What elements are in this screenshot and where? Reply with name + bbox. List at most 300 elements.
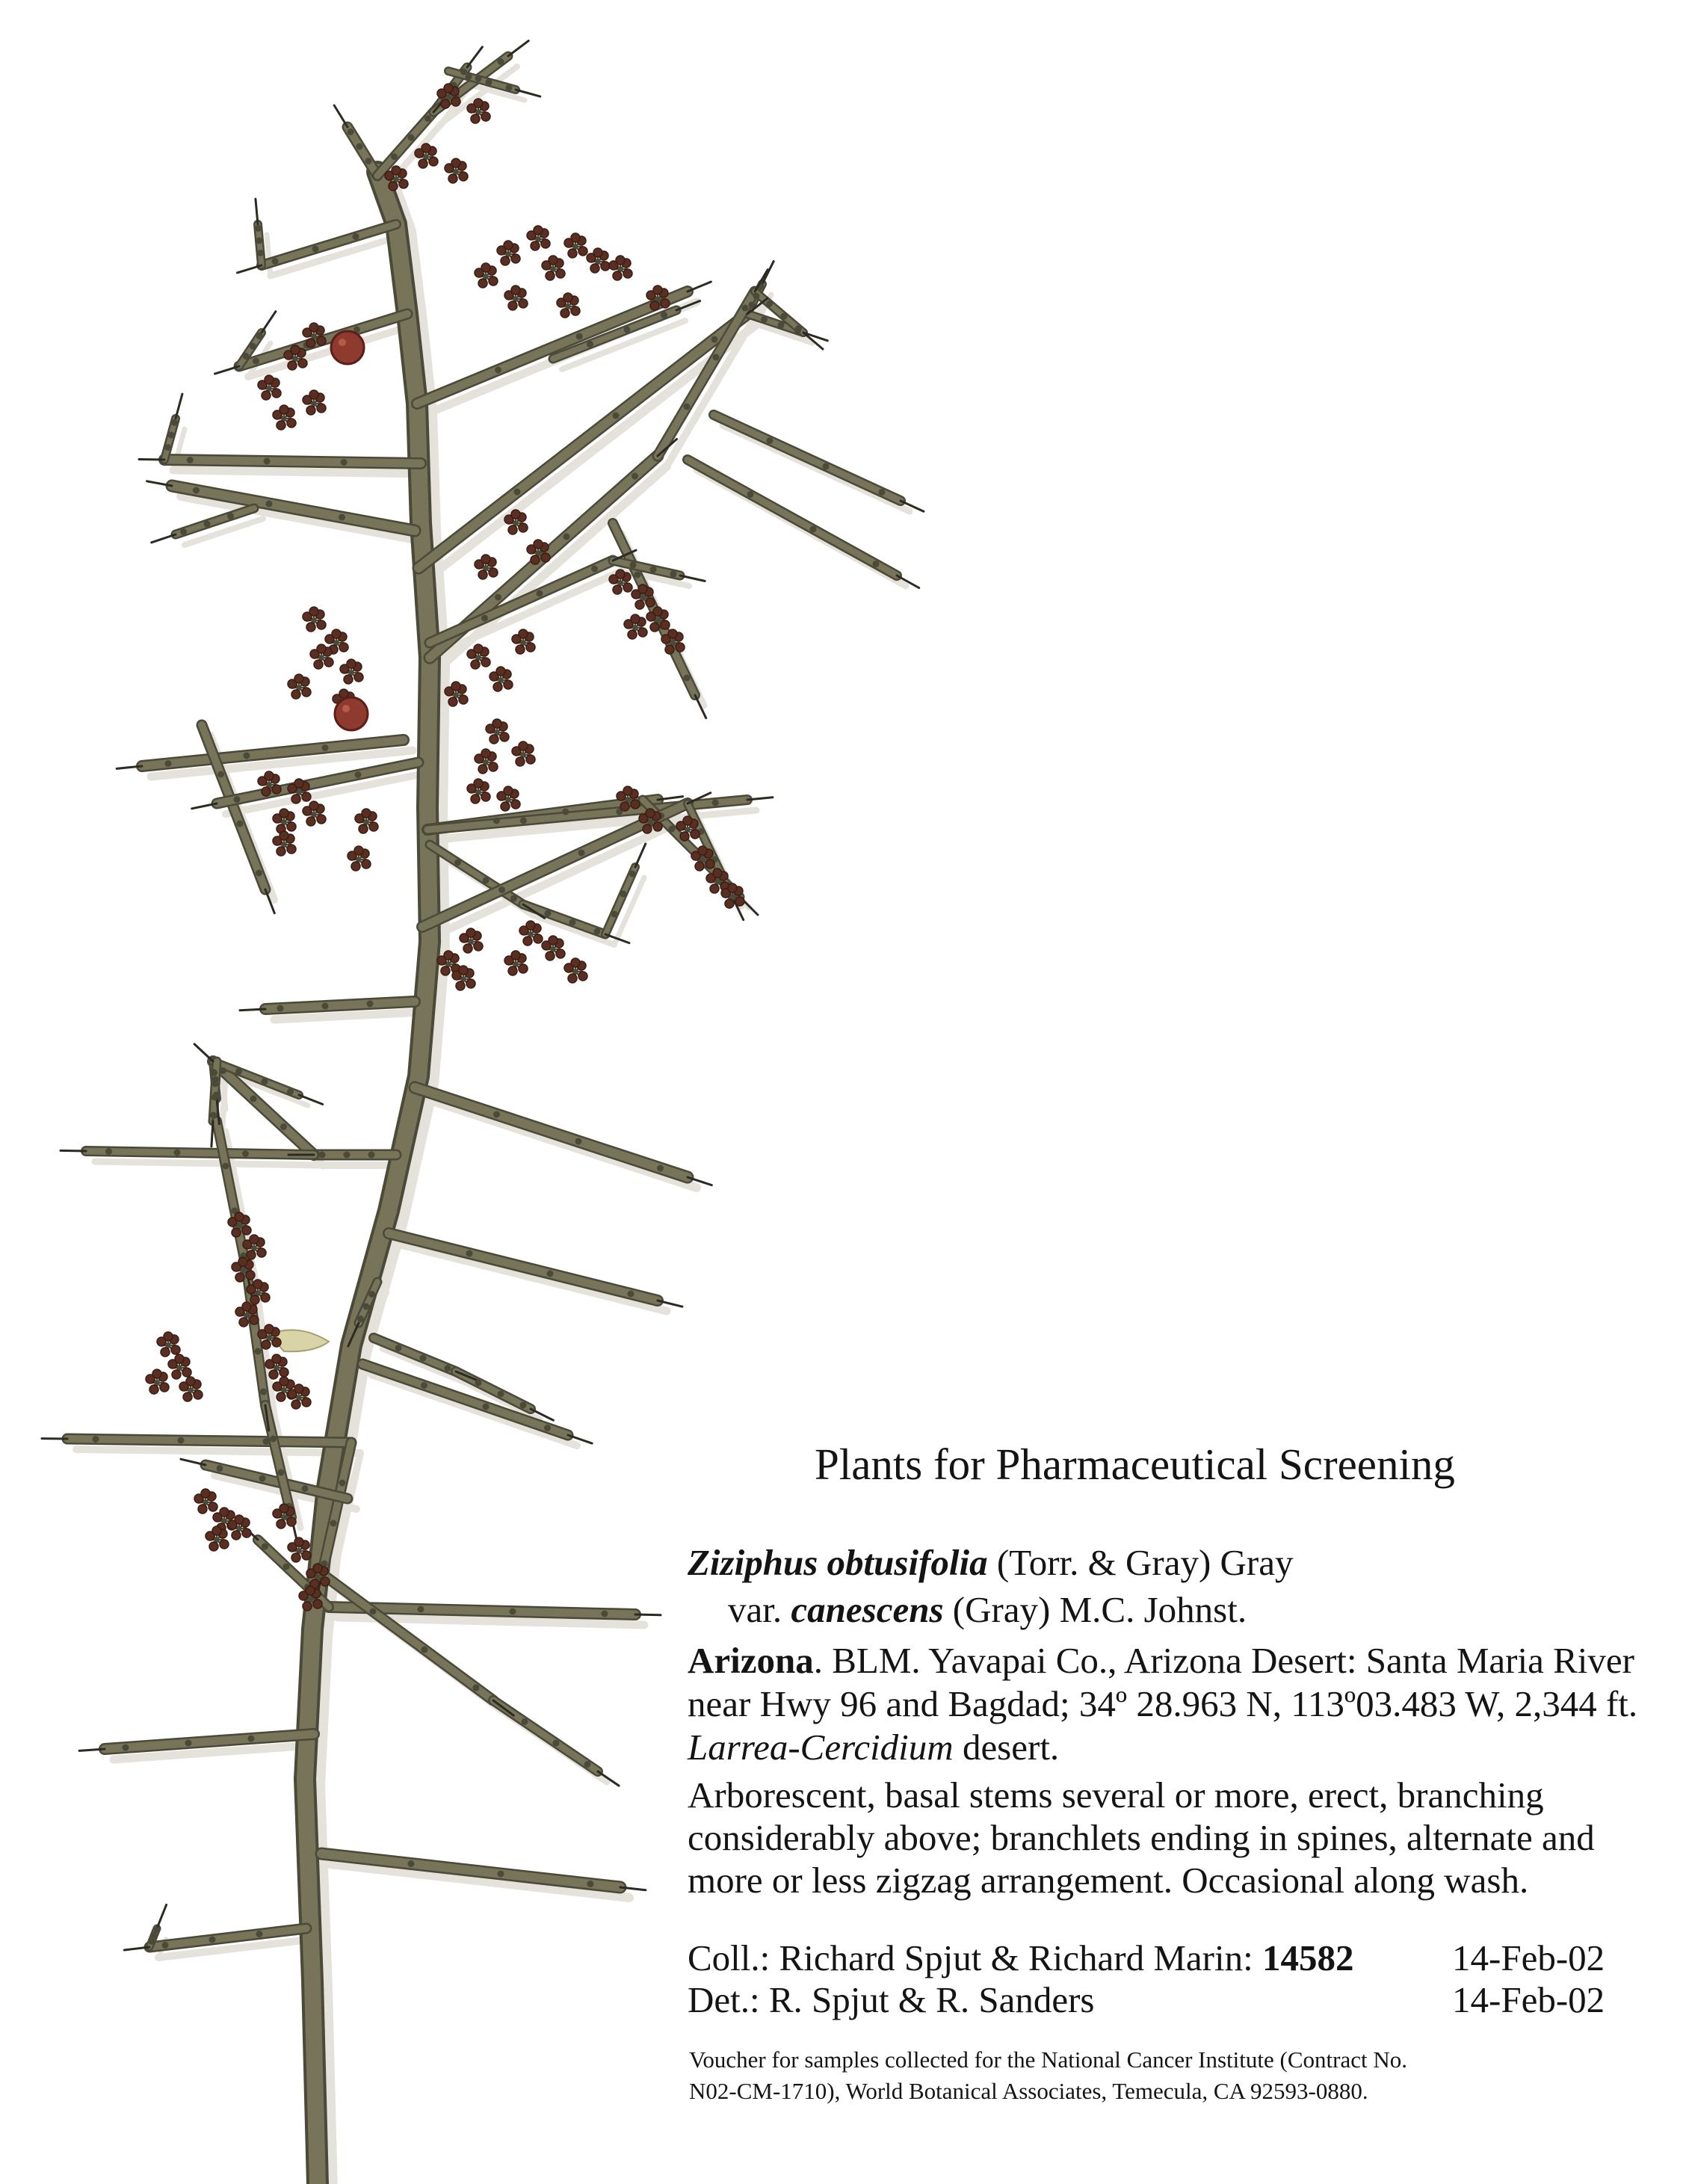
flower-bud: [646, 598, 655, 607]
flower-bud: [261, 1293, 270, 1302]
flower-cluster: [303, 390, 326, 415]
spine-tip: [516, 90, 540, 96]
branch-node: [481, 615, 488, 622]
flower-bud: [239, 1318, 248, 1327]
determiner-label: Det.: R. Spjut & R. Sanders: [688, 1979, 1095, 2020]
spine-tip: [152, 534, 176, 543]
branch-node: [204, 521, 211, 528]
flower-bud: [601, 262, 610, 271]
branch-node: [250, 1096, 257, 1102]
branch-node: [475, 1380, 482, 1386]
branch-node: [553, 1740, 560, 1747]
flower-bud: [291, 690, 300, 699]
branch-node: [262, 1079, 268, 1085]
flower-bud: [456, 981, 465, 990]
branch-node: [445, 1365, 451, 1372]
flower-bud: [306, 817, 315, 826]
flower-bud: [306, 406, 315, 415]
flower-cluster: [542, 936, 565, 960]
spine-tip: [211, 1121, 213, 1147]
branch-node: [767, 437, 773, 444]
flower-bud: [232, 1228, 241, 1237]
branch-node: [277, 1005, 284, 1012]
branch-node: [211, 1094, 218, 1101]
flower-bud: [451, 682, 460, 691]
flower-bud: [347, 659, 356, 668]
flower-bud: [653, 607, 662, 616]
branch-node: [356, 144, 363, 150]
branch-node: [486, 79, 492, 86]
branch-node: [454, 860, 461, 866]
branch: [389, 1233, 658, 1301]
branch-node: [211, 1070, 217, 1076]
description-line: Arborescent, basal stems several or more, erect, branching: [688, 1774, 1544, 1816]
flower-bud: [242, 1302, 251, 1311]
flower-bud: [448, 174, 457, 183]
flower-bud: [306, 1586, 315, 1595]
flower-bud: [680, 832, 689, 841]
flower-bud: [209, 1502, 217, 1511]
flower-bud: [362, 860, 371, 869]
flower-bud: [250, 1235, 259, 1244]
flower-bud: [478, 279, 487, 288]
flower-bud: [638, 584, 647, 593]
flower-bud: [623, 583, 632, 592]
flower-bud: [369, 822, 378, 831]
flower-bud: [298, 359, 307, 368]
branch-node: [368, 1152, 375, 1159]
branch-node: [244, 753, 250, 759]
flower-bud: [541, 553, 550, 562]
flower-bud: [556, 949, 565, 958]
branch-node: [278, 1469, 285, 1476]
branch-node: [253, 358, 259, 365]
flower-bud: [302, 1398, 311, 1407]
flower-bud: [277, 1392, 285, 1401]
flower-bud: [705, 860, 714, 869]
branch-node: [879, 489, 886, 496]
flower-bud: [171, 1345, 180, 1354]
flower-bud: [541, 239, 550, 248]
branch-node: [209, 1937, 216, 1943]
flower-bud: [399, 179, 408, 188]
branch-node: [591, 566, 598, 573]
branch-node: [123, 1745, 129, 1751]
flower-bud: [309, 801, 318, 810]
variety-authority: (Gray) M.C. Johnst.: [943, 1589, 1247, 1630]
flower-bud: [489, 568, 498, 577]
flower-bud: [471, 795, 480, 803]
flower-bud: [287, 1517, 296, 1526]
flower-bud: [546, 951, 555, 960]
branch-node: [520, 818, 527, 824]
spine-tip: [157, 1904, 167, 1928]
branch-node: [266, 501, 273, 508]
flower-bud: [500, 732, 509, 741]
flower-bud: [728, 883, 737, 892]
branch-node: [544, 1425, 551, 1431]
flower-bud: [291, 1553, 300, 1562]
flower-bud: [504, 786, 513, 795]
branch-node: [367, 1001, 374, 1008]
branch-node: [312, 246, 319, 253]
branch-node: [483, 877, 490, 884]
flower-bud: [306, 623, 315, 632]
branch-node: [287, 1088, 294, 1095]
branch-node: [248, 1736, 255, 1742]
habitat-genera: Larrea-Cercidium: [688, 1727, 954, 1768]
state-name: Arizona: [688, 1640, 814, 1681]
flower-bud: [563, 293, 572, 302]
flower-bud: [643, 824, 652, 833]
branch-shadow: [222, 1072, 226, 1132]
branch-node: [174, 1150, 181, 1156]
flower-bud: [650, 623, 659, 632]
flower-bud: [646, 809, 655, 818]
flower-bud: [481, 658, 490, 667]
flower-bud: [324, 658, 333, 667]
flower-bud: [616, 570, 625, 579]
flower-bud: [556, 269, 565, 278]
flower-cluster: [288, 674, 311, 699]
branch-node: [495, 594, 501, 601]
flower-bud: [220, 1508, 229, 1517]
flower-bud: [291, 1400, 300, 1409]
flower-bud: [481, 263, 490, 272]
branch-node: [391, 153, 398, 160]
spine-tip: [262, 312, 276, 333]
flower-bud: [504, 241, 513, 250]
branch-node: [657, 1165, 664, 1172]
flower-bud: [481, 792, 490, 801]
branch-node: [330, 1520, 337, 1527]
flower-cluster: [475, 749, 498, 774]
flower-bud: [309, 323, 318, 332]
flower-bud: [534, 226, 543, 235]
description-line: more or less zigzag arrangement. Occasional along wash.: [688, 1860, 1529, 1901]
branch-node: [713, 354, 720, 361]
branch-node: [620, 891, 627, 898]
branch-node: [624, 327, 631, 333]
flower-bud: [526, 921, 535, 930]
branch: [415, 1088, 688, 1177]
flower-bud: [317, 404, 326, 413]
voucher-note: [689, 2044, 1676, 2107]
flower-bud: [339, 643, 348, 652]
collector-label: Coll.: Richard Spjut & Richard Marin:: [688, 1937, 1262, 1978]
branch-node: [259, 1475, 266, 1482]
flower-bud: [492, 719, 501, 728]
branch-node: [506, 84, 513, 91]
flower-bud: [534, 934, 543, 943]
branch-node: [562, 809, 569, 815]
flower-bud: [235, 1212, 244, 1221]
flower-bud: [631, 800, 640, 809]
flower-bud: [511, 286, 520, 294]
branch-node: [712, 800, 719, 806]
flower-bud: [568, 974, 577, 983]
locality-block: [688, 1639, 1674, 1769]
flower-bud: [306, 339, 315, 348]
branch-node: [210, 1112, 217, 1119]
flower-bud: [235, 1515, 244, 1524]
branch-node: [781, 313, 788, 320]
flower-bud: [661, 299, 670, 308]
flower-bud: [590, 264, 599, 273]
flower-bud: [429, 157, 438, 166]
branch: [67, 1439, 351, 1443]
flower-cluster: [273, 809, 296, 833]
flower-bud: [519, 629, 528, 638]
branch-node: [171, 419, 178, 426]
branch-node: [355, 771, 362, 778]
flower-bud: [362, 809, 371, 818]
branch-node: [263, 1438, 270, 1445]
branch-node: [498, 886, 505, 893]
branch-node: [711, 336, 718, 343]
flower-bud: [631, 614, 640, 623]
flower-bud: [354, 673, 363, 682]
flower-bud: [713, 869, 722, 877]
description-block: [688, 1774, 1674, 1901]
flower-bud: [242, 1529, 251, 1537]
flower-bud: [653, 286, 662, 294]
branch-node: [217, 1465, 223, 1472]
flower-bud: [519, 741, 528, 750]
label-title: Plants for Pharmaceutical Screening: [815, 1440, 1455, 1489]
flower-bud: [303, 1602, 312, 1611]
flower-bud: [471, 660, 480, 669]
flower-bud: [546, 271, 555, 280]
branch-node: [250, 343, 256, 350]
flower-cluster: [475, 555, 498, 579]
flower-bud: [516, 757, 525, 766]
flower-cluster: [206, 1526, 229, 1551]
flower-bud: [471, 114, 480, 123]
branch-node: [255, 225, 262, 232]
branch-node: [178, 1437, 185, 1444]
flower-cluster: [258, 771, 281, 796]
branch-node: [322, 744, 329, 751]
flower-cluster: [168, 1354, 191, 1379]
flower-bud: [280, 1377, 288, 1386]
flower-bud: [519, 523, 528, 532]
branch-node: [584, 1761, 591, 1768]
branch-node: [168, 432, 175, 439]
branch-node: [629, 871, 636, 877]
flower-bud: [665, 645, 674, 654]
flower-bud: [164, 1332, 173, 1341]
flower-cluster: [258, 375, 281, 400]
branch-node: [493, 1111, 500, 1118]
flower-bud: [474, 99, 483, 108]
flower-bud: [392, 166, 401, 175]
variety-line: [728, 1588, 1247, 1631]
branch-node: [242, 1150, 249, 1157]
flower-bud: [262, 1340, 271, 1349]
branch-shadow: [95, 1162, 323, 1165]
flower-cluster: [519, 921, 543, 946]
flower-bud: [265, 375, 274, 384]
flower-bud: [549, 936, 558, 945]
branch-node: [475, 75, 482, 82]
flower-bud: [422, 144, 430, 152]
flower-bud: [182, 1368, 191, 1377]
spine-tip: [508, 41, 528, 56]
flower-cluster: [512, 629, 535, 654]
branch-node: [212, 1076, 219, 1083]
branch-node: [576, 333, 583, 340]
flower-bud: [441, 966, 450, 975]
branch-node: [348, 129, 354, 135]
flower-cluster: [564, 958, 587, 983]
flower-bud: [441, 99, 450, 108]
flower-bud: [332, 629, 341, 638]
branch-node: [670, 571, 677, 578]
branch-node: [632, 473, 638, 480]
branch-node: [408, 135, 415, 141]
branch-node: [220, 1067, 226, 1074]
branch-node: [280, 1123, 287, 1130]
flower-bud: [287, 822, 296, 831]
branch-node: [153, 1927, 160, 1934]
flower-bud: [313, 1564, 322, 1573]
branch-node: [344, 1152, 351, 1159]
description-line: considerably above; branchlets ending in spines, alternate and: [688, 1817, 1595, 1858]
species-name: Ziziphus obtusifolia: [688, 1542, 988, 1583]
flower-bud: [198, 1505, 207, 1514]
locality-line-1: [688, 1639, 1674, 1682]
flower-bud: [212, 1526, 221, 1535]
flower-cluster: [527, 226, 550, 250]
flower-bud: [571, 306, 580, 315]
branch-node: [193, 487, 200, 494]
branch-node: [420, 1355, 427, 1362]
branch-node: [319, 1152, 326, 1159]
branch-node: [537, 590, 543, 597]
flower-bud: [250, 1315, 259, 1324]
flower-bud: [519, 964, 528, 973]
branch-node: [611, 911, 618, 918]
variety-prefix: var.: [728, 1589, 791, 1630]
flower-bud: [568, 249, 577, 258]
flower-bud: [534, 540, 543, 549]
flower-bud: [232, 1531, 241, 1540]
flower-cluster: [467, 779, 490, 803]
branch-node: [766, 300, 773, 307]
flower-cluster: [486, 719, 509, 744]
branch-node: [185, 1740, 192, 1747]
spine-tip: [762, 262, 773, 284]
flower-bud: [691, 830, 700, 839]
flower-bud: [620, 802, 629, 811]
branch-shadow: [76, 1449, 360, 1453]
flower-bud: [172, 1370, 181, 1379]
flower-cluster: [587, 248, 610, 273]
flower-bud: [302, 1551, 311, 1560]
flower-bud: [359, 824, 368, 833]
flower-bud: [508, 966, 517, 975]
flower-bud: [294, 674, 303, 683]
flower-bud: [294, 1537, 303, 1546]
flower-bud: [474, 644, 483, 653]
flower-cluster: [512, 741, 535, 766]
collection-number: 14582: [1262, 1937, 1354, 1978]
branch-shadow: [424, 1098, 697, 1188]
branch-node: [569, 919, 576, 926]
branch-node: [256, 870, 262, 877]
branch-node: [778, 322, 785, 329]
flower-bud: [294, 1384, 303, 1393]
flower-bud: [571, 958, 580, 967]
branch-node: [180, 528, 187, 535]
flower-bud: [242, 1226, 251, 1235]
flower-bud: [511, 800, 520, 809]
branch-node: [594, 928, 601, 935]
flower-bud: [309, 607, 318, 616]
branch-node: [575, 1138, 582, 1145]
flower-bud: [287, 419, 296, 428]
spine-tip: [176, 394, 182, 419]
branch-node: [495, 367, 501, 374]
flower-cluster: [460, 928, 483, 953]
branch-node: [684, 404, 691, 410]
branch-node: [422, 1647, 428, 1653]
branch-node: [339, 514, 345, 521]
flower-bud: [277, 421, 285, 430]
spine-tip: [635, 844, 646, 867]
flower-bud: [351, 862, 360, 871]
flower-bud: [526, 643, 535, 652]
flower-bud: [613, 271, 622, 280]
flower-bud: [253, 1280, 262, 1289]
branch-node: [873, 561, 880, 567]
flower-cluster: [288, 779, 311, 803]
flower-cluster: [504, 951, 528, 975]
branch-node: [262, 1543, 268, 1550]
flower-bud: [201, 1489, 210, 1498]
flower-bud: [272, 389, 281, 398]
branch-node: [823, 463, 830, 470]
branch-node: [613, 413, 620, 419]
flower-bud: [175, 1354, 184, 1363]
branch-node: [424, 115, 431, 122]
branch-node: [650, 567, 657, 573]
branch: [605, 867, 635, 934]
flower-cluster: [273, 405, 296, 430]
branch-node: [243, 353, 250, 360]
flower-bud: [698, 846, 707, 855]
spine-tip: [194, 1044, 213, 1061]
flower-bud: [314, 660, 323, 669]
flower-bud: [419, 159, 427, 168]
habitat-text: desert.: [953, 1727, 1060, 1768]
flower-bud: [269, 1370, 278, 1379]
flower-bud: [735, 897, 744, 906]
branch-node: [493, 818, 500, 824]
flower-cluster: [146, 1369, 169, 1394]
spine-tip: [334, 105, 348, 127]
flower-bud: [683, 816, 692, 825]
flower-bud: [183, 1392, 192, 1401]
branch-node: [418, 1606, 424, 1613]
flower-bud: [531, 555, 540, 564]
branch-node: [256, 333, 263, 339]
branch: [688, 460, 897, 576]
flower-bud: [490, 735, 498, 744]
branch-node: [587, 341, 593, 348]
locality-line-2: near Hwy 96 and Bagdad; 34º 28.963 N, 113º03.483 W, 2,344 ft.: [688, 1683, 1638, 1724]
